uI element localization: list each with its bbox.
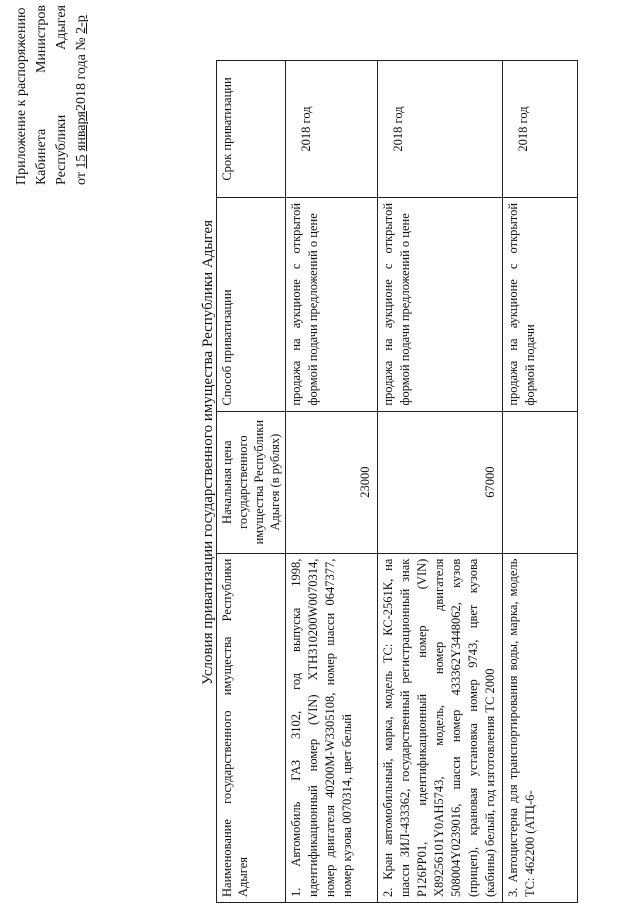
header-line-1: Приложение к распоряжению (14, 7, 29, 185)
date-prefix: от (74, 172, 89, 185)
cell-term: 2018 год (503, 61, 578, 198)
cell-term: 2018 год (286, 61, 378, 198)
cell-name: 2. Кран автомобильный, марка, модель ТС: КС-2561К, на шасси ЗИЛ-433362, государственный регистрационный знак Р126РР01, идентификационный номер (VIN) X89256101Y0AH5743, модель, номер двигателя 508004Y0239016, шасси номер 433362Y3448062, кузов (прицеп), крановая установка номер 9743, цвет кузова (кабины) белый, год изготовления ТС 2000 (378, 553, 503, 902)
document-header (12, 5, 92, 185)
header-line-3-left: Республики (54, 114, 69, 185)
table-row (503, 61, 578, 903)
cell-term: 2018 год (378, 61, 503, 198)
header-term: Срок приватизации (217, 61, 286, 198)
cell-method: продажа на аукционе с открытой формой подачи предложений о цене (378, 197, 503, 411)
header-date-line (72, 5, 92, 185)
header-name: Наименование государственного имущества Республики Адыгея (217, 553, 286, 902)
header-line-2-right: Министров (34, 5, 49, 74)
cell-name: 1. Автомобиль ГАЗ 3102, год выпуска 1998, идентификационный номер (VIN) XTH310200W0070314, номер двигателя 40200M-W3305108, номер шасси 0647377, номер кузова 0070314, цвет белый (286, 553, 378, 902)
cell-price: 67000 (378, 411, 503, 553)
date-day: 15 (74, 154, 89, 169)
header-line-3 (52, 5, 72, 185)
privatization-table (216, 60, 578, 903)
document-title: Условия приватизации государственного имущества Республики Адыгея (200, 220, 216, 685)
date-year: 2018 года № (74, 37, 89, 112)
header-line-2 (32, 5, 52, 185)
header-line-3-right: Адыгея (54, 5, 69, 50)
cell-price (503, 411, 578, 553)
header-price: Начальная цена государственного имущества Республики Адыгея (в рублях) (217, 411, 286, 553)
table-row (378, 61, 503, 903)
order-number: 2-р (74, 15, 89, 34)
table-row (286, 61, 378, 903)
cell-price: 23000 (286, 411, 378, 553)
date-month: января (74, 111, 89, 152)
header-line-2-left: Кабинета (34, 128, 49, 185)
cell-name: 3. Автоцистерна для транспортирования воды, марка, модель ТС: 462200 (АТЦ-6- (503, 553, 578, 902)
cell-method: продажа на аукционе с открытой формой подачи предложений о цене (286, 197, 378, 411)
table-header-row (217, 61, 286, 903)
header-method: Способ приватизации (217, 197, 286, 411)
cell-method: продажа на аукционе с открытой формой подачи (503, 197, 578, 411)
